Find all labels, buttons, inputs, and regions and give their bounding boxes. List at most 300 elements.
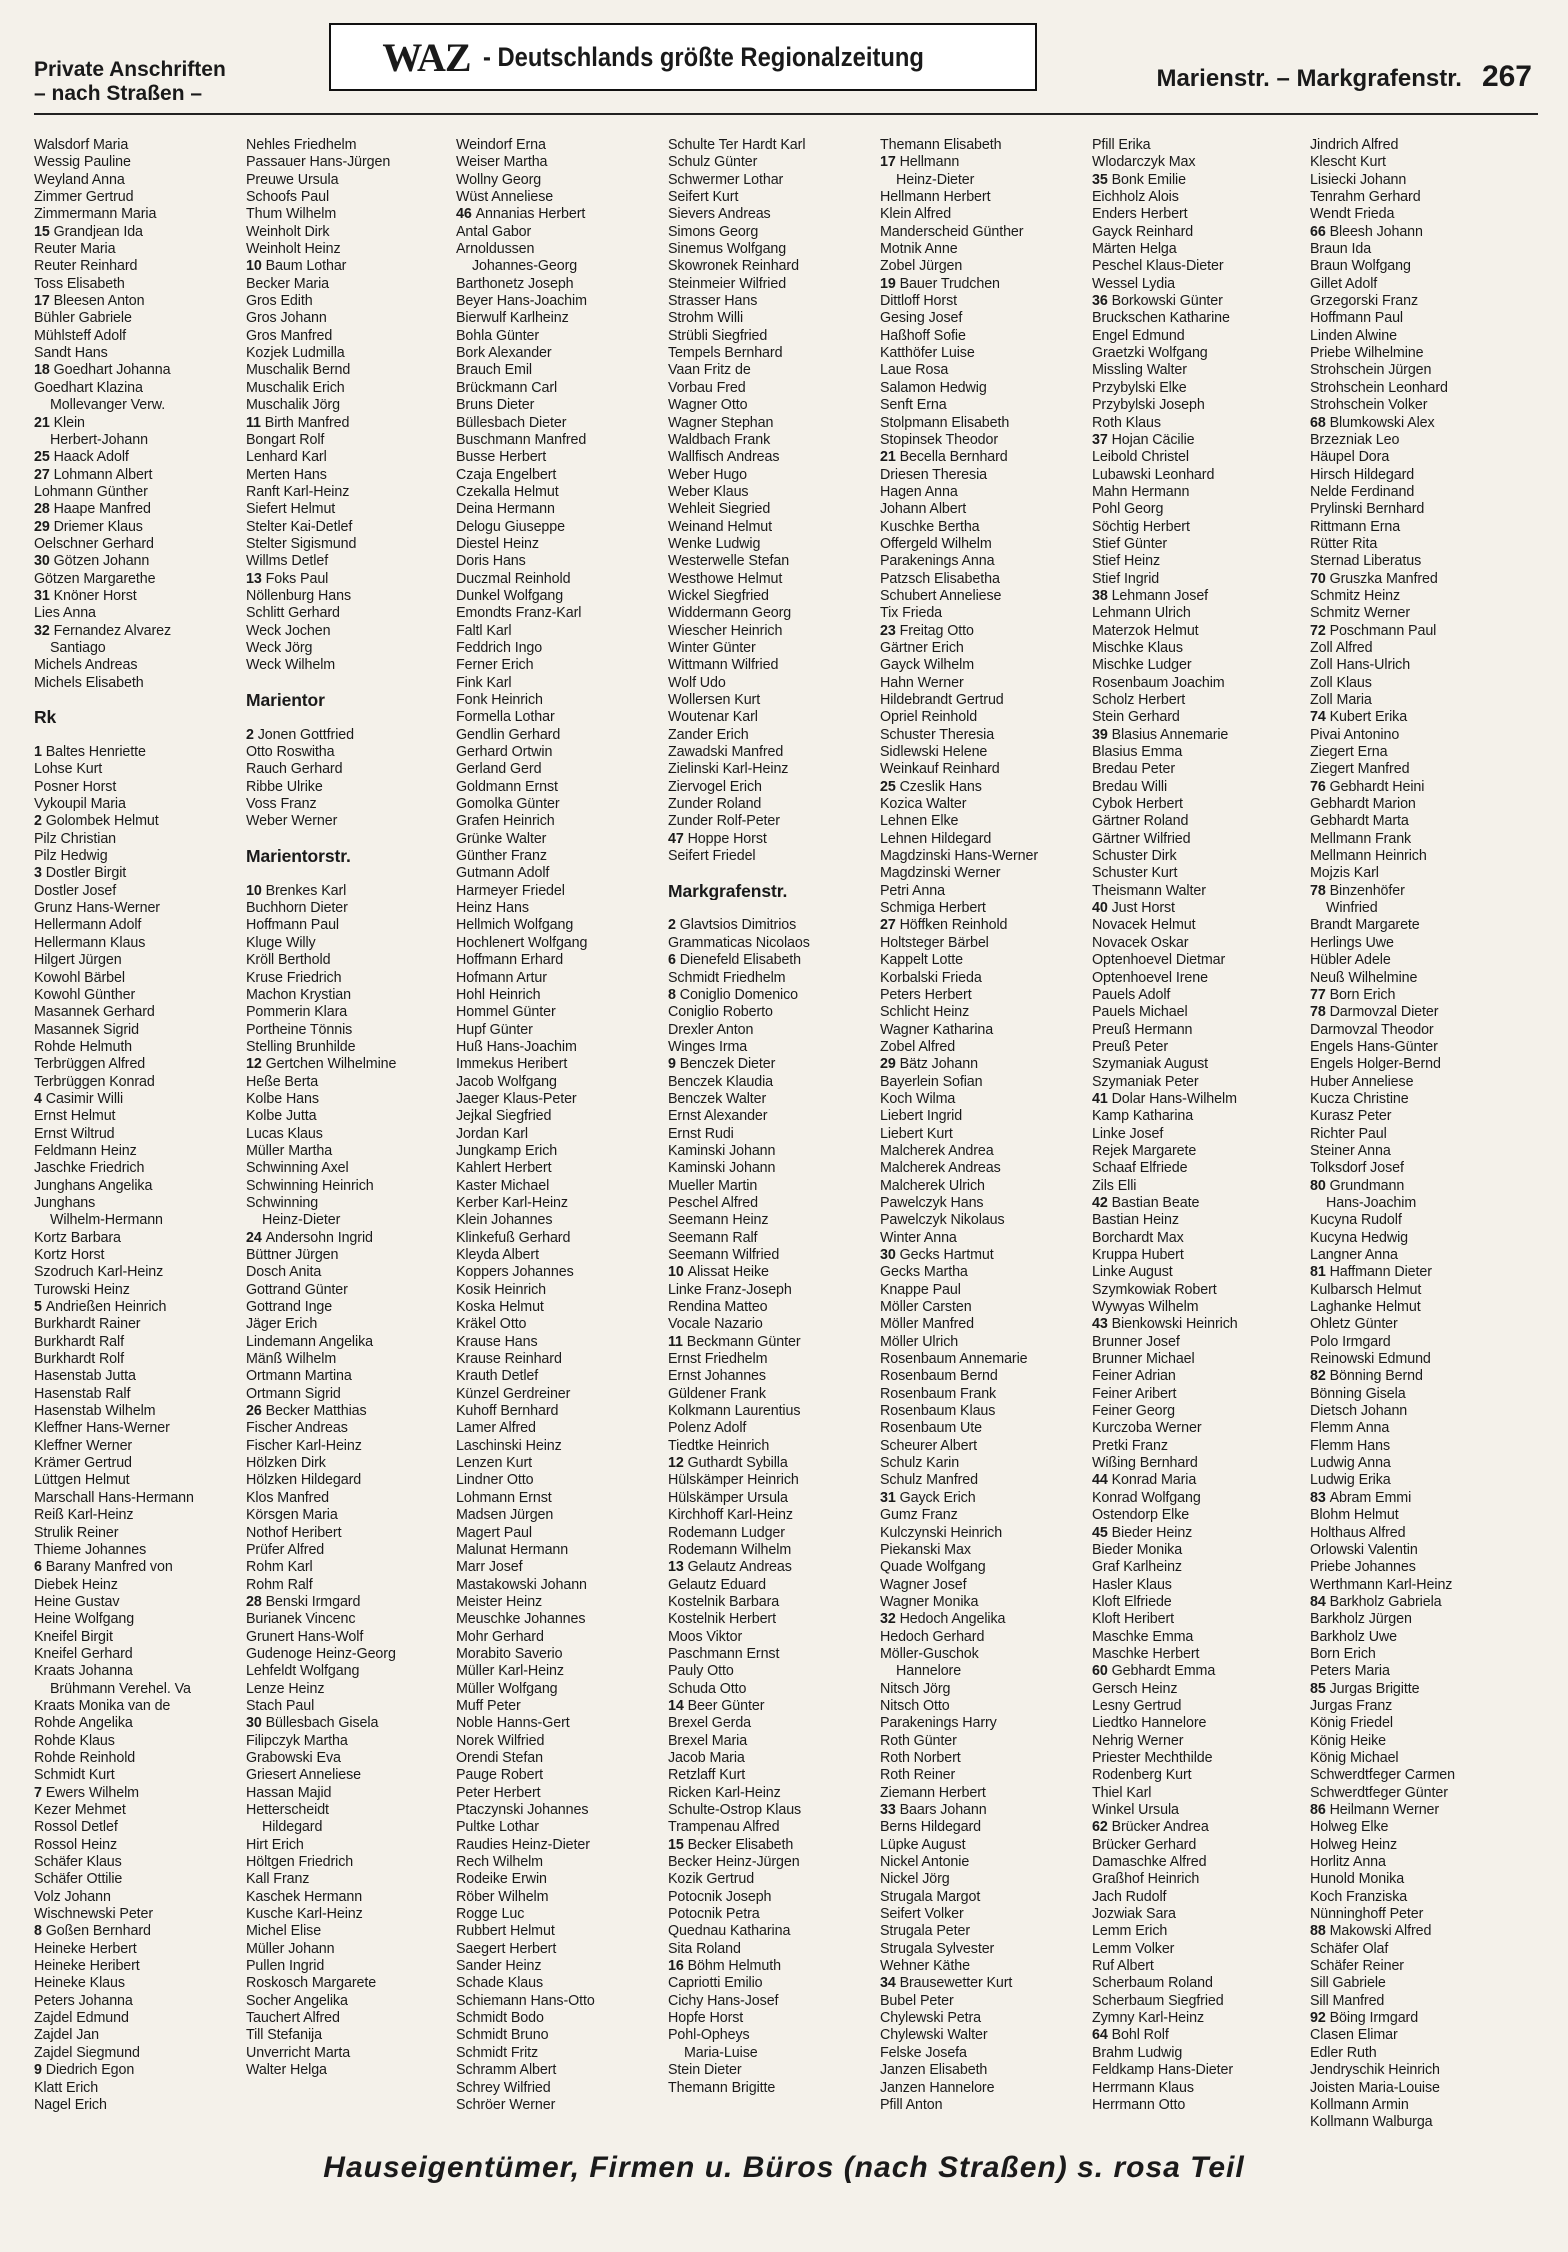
resident-entry: Lisiecki Johann bbox=[1310, 171, 1407, 188]
resident-name: Hellmann bbox=[899, 154, 960, 171]
resident-entry: Rejek Margarete bbox=[1092, 1142, 1197, 1159]
resident-entry: Thum Wilhelm bbox=[246, 206, 337, 223]
resident-entry: Hahn Werner bbox=[880, 674, 964, 691]
resident-entry: Gottrand Inge bbox=[246, 1299, 333, 1316]
resident-entry: Novacek Helmut bbox=[1092, 917, 1196, 934]
resident-entry: Opriel Reinhold bbox=[880, 709, 978, 726]
house-number: 5 bbox=[34, 1299, 46, 1316]
resident-entry: Wessig Pauline bbox=[34, 154, 131, 171]
resident-entry: Potocnik Petra bbox=[668, 1906, 760, 1923]
resident-entry: Märten Helga bbox=[1092, 241, 1177, 258]
waz-logo: WAZ bbox=[382, 34, 471, 80]
resident-entry: Schäfer Klaus bbox=[34, 1854, 122, 1871]
directory-columns bbox=[34, 137, 1534, 2131]
house-number: 19 bbox=[880, 275, 900, 292]
resident-entry: Pauels Michael bbox=[1092, 1004, 1188, 1021]
resident-entry: Strugala Sylvester bbox=[880, 1940, 995, 1957]
resident-entry: Lesny Gertrud bbox=[1092, 1697, 1182, 1714]
spacer bbox=[34, 692, 244, 709]
resident-entry: Hildebrandt Gertrud bbox=[880, 692, 1004, 708]
resident-entry: Werthmann Karl-Heinz bbox=[1310, 1576, 1453, 1593]
resident-entry: Kaster Michael bbox=[456, 1177, 550, 1194]
resident-entry: Scherbaum Roland bbox=[1092, 1975, 1213, 1992]
resident-entry: Zoll Hans-Ulrich bbox=[1310, 657, 1411, 674]
resident-entry: Weinand Helmut bbox=[668, 518, 773, 535]
resident-entry: Kolkmann Laurentius bbox=[668, 1403, 801, 1420]
resident-name: Lohmann Albert bbox=[53, 466, 153, 483]
resident-entry: Kurasz Peter bbox=[1310, 1108, 1392, 1125]
resident-entry: Berns Hildegard bbox=[880, 1819, 982, 1836]
resident-name: Born Erich bbox=[1329, 986, 1396, 1003]
resident-entry: Weber Klaus bbox=[668, 483, 749, 500]
entry-continuation: Brühmann Verehel. Va bbox=[50, 1680, 191, 1697]
resident-entry: Schwinning Heinrich bbox=[246, 1177, 374, 1194]
resident-entry bbox=[34, 2062, 244, 2079]
resident-entry: Holweg Elke bbox=[1310, 1819, 1389, 1836]
resident-name: Knöner Horst bbox=[53, 587, 137, 604]
resident-entry: Jindrich Alfred bbox=[1310, 137, 1399, 153]
resident-entry: Wallfisch Andreas bbox=[668, 449, 780, 466]
resident-name: Beer Günter bbox=[687, 1697, 765, 1714]
house-number: 21 bbox=[34, 414, 54, 431]
resident-entry: Kozik Gertrud bbox=[668, 1871, 755, 1888]
resident-entry: Gelautz Eduard bbox=[668, 1576, 766, 1593]
resident-entry: Kneifel Birgit bbox=[34, 1628, 113, 1645]
resident-entry bbox=[34, 1923, 244, 1940]
resident-entry: Prylinski Bernhard bbox=[1310, 501, 1425, 518]
resident-entry: Müller Karl-Heinz bbox=[456, 1663, 564, 1680]
resident-entry: Röber Wilhelm bbox=[456, 1888, 549, 1905]
resident-entry: Feldkamp Hans-Dieter bbox=[1092, 2062, 1234, 2079]
resident-entry bbox=[246, 258, 456, 275]
resident-entry: Gayck Reinhard bbox=[1092, 223, 1194, 240]
resident-entry: Stopinsek Theodor bbox=[880, 431, 999, 448]
resident-name: Bätz Johann bbox=[899, 1056, 978, 1073]
resident-entry bbox=[34, 519, 244, 536]
resident-entry: Machon Krystian bbox=[246, 986, 351, 1003]
resident-entry: König Friedel bbox=[1310, 1715, 1393, 1732]
resident-entry: Schlicht Heinz bbox=[880, 1004, 970, 1021]
resident-entry bbox=[1092, 1525, 1302, 1542]
resident-entry: Ptaczynski Johannes bbox=[456, 1802, 589, 1818]
resident-name: Driemer Klaus bbox=[53, 518, 143, 535]
resident-entry bbox=[880, 1975, 1090, 1992]
resident-name: Bienkowski Heinrich bbox=[1111, 1316, 1238, 1333]
resident-entry: Rodeike Erwin bbox=[456, 1871, 547, 1888]
resident-entry bbox=[880, 1490, 1090, 1507]
resident-entry: Sternad Liberatus bbox=[1310, 553, 1422, 570]
resident-entry: Wollny Georg bbox=[456, 171, 542, 188]
resident-entry: Nitsch Otto bbox=[880, 1697, 950, 1714]
resident-entry: Bruns Dieter bbox=[456, 397, 535, 414]
resident-entry: Lemm Volker bbox=[1092, 1940, 1175, 1957]
resident-entry: Roth Günter bbox=[880, 1732, 957, 1749]
resident-entry: Roth Norbert bbox=[880, 1749, 961, 1766]
header-rule bbox=[34, 113, 1538, 115]
resident-entry: Diebek Heinz bbox=[34, 1576, 118, 1593]
resident-entry: Junghans Angelika bbox=[34, 1177, 153, 1194]
resident-entry: Benczek Walter bbox=[668, 1090, 767, 1107]
resident-entry: Kucyna Hedwig bbox=[1310, 1229, 1409, 1246]
resident-entry: Sita Roland bbox=[668, 1940, 741, 1957]
resident-entry: Nothof Heribert bbox=[246, 1524, 342, 1541]
resident-entry: Heineke Heribert bbox=[34, 1958, 140, 1975]
resident-entry: Klatt Erich bbox=[34, 2079, 99, 2096]
resident-entry bbox=[1092, 1091, 1302, 1108]
resident-entry: Kappelt Lotte bbox=[880, 952, 963, 969]
resident-entry: Pfill Anton bbox=[880, 2096, 943, 2113]
house-number: 21 bbox=[880, 449, 900, 466]
resident-entry: Rohde Angelika bbox=[34, 1715, 133, 1732]
resident-entry: Rubbert Helmut bbox=[456, 1923, 555, 1940]
resident-entry: Jach Rudolf bbox=[1092, 1888, 1167, 1905]
resident-entry: Strulik Reiner bbox=[34, 1524, 119, 1541]
resident-entry: Simons Georg bbox=[668, 223, 759, 240]
house-number: 28 bbox=[246, 1593, 266, 1610]
resident-entry: Engel Edmund bbox=[1092, 327, 1185, 344]
resident-entry: Enders Herbert bbox=[1092, 206, 1188, 223]
house-number: 7 bbox=[34, 1784, 46, 1801]
resident-entry: Bredau Peter bbox=[1092, 761, 1176, 778]
resident-entry: Tix Frieda bbox=[880, 605, 943, 622]
resident-entry: Damaschke Alfred bbox=[1092, 1854, 1207, 1871]
resident-entry: Gros Manfred bbox=[246, 327, 333, 344]
resident-entry: Clasen Elimar bbox=[1310, 2027, 1398, 2044]
resident-entry: Brexel Gerda bbox=[668, 1715, 752, 1732]
resident-entry: Koch Wilma bbox=[880, 1090, 956, 1107]
house-number: 39 bbox=[1092, 726, 1112, 743]
resident-name: Ewers Wilhelm bbox=[45, 1784, 139, 1801]
resident-entry: Zajdel Edmund bbox=[34, 2010, 129, 2027]
resident-entry: Volz Johann bbox=[34, 1888, 111, 1905]
resident-entry: Feldmann Heinz bbox=[34, 1142, 137, 1159]
resident-entry: Retzlaff Kurt bbox=[668, 1767, 746, 1784]
resident-entry: Motnik Anne bbox=[880, 241, 958, 258]
house-number: 25 bbox=[34, 449, 54, 466]
page-number: 267 bbox=[1481, 60, 1532, 93]
resident-entry: Flemm Anna bbox=[1310, 1420, 1390, 1437]
resident-entry: Rosenbaum Ute bbox=[880, 1420, 983, 1437]
house-number: 15 bbox=[34, 223, 54, 240]
resident-entry: Kusche Karl-Heinz bbox=[246, 1906, 363, 1923]
resident-entry: Zunder Roland bbox=[668, 796, 762, 813]
house-number: 82 bbox=[1310, 1368, 1330, 1385]
resident-entry: Stelling Brunhilde bbox=[246, 1038, 356, 1055]
resident-entry: Peter Herbert bbox=[456, 1784, 541, 1801]
resident-entry: Lucas Klaus bbox=[246, 1125, 323, 1142]
resident-entry: Neuß Wilhelmine bbox=[1310, 969, 1418, 986]
resident-entry: Vocale Nazario bbox=[668, 1316, 763, 1333]
resident-entry: Flemm Hans bbox=[1310, 1437, 1391, 1454]
resident-entry bbox=[668, 1698, 878, 1715]
resident-entry bbox=[1310, 1264, 1520, 1281]
entry-continuation: Mollevanger Verw. bbox=[50, 397, 166, 414]
resident-entry: Widdermann Georg bbox=[668, 605, 792, 622]
resident-entry: Gomolka Günter bbox=[456, 796, 560, 813]
resident-entry bbox=[1310, 1004, 1520, 1021]
resident-entry: Lies Anna bbox=[34, 605, 96, 622]
resident-entry: Hasenstab Jutta bbox=[34, 1368, 136, 1385]
resident-entry: Lenhard Karl bbox=[246, 449, 327, 466]
resident-entry: Gutmann Adolf bbox=[456, 865, 550, 882]
entry-continuation: Heinz-Dieter bbox=[262, 1212, 341, 1229]
resident-entry: Liebert Ingrid bbox=[880, 1108, 963, 1125]
resident-entry bbox=[1092, 1472, 1302, 1489]
resident-entry bbox=[1310, 1681, 1520, 1698]
resident-name: Becker Matthias bbox=[265, 1403, 367, 1420]
resident-name: Benski Irmgard bbox=[265, 1593, 361, 1610]
resident-entry: Weck Jörg bbox=[246, 639, 313, 656]
resident-entry: Brückmann Carl bbox=[456, 379, 558, 396]
house-number: 84 bbox=[1310, 1593, 1330, 1610]
resident-entry: Ernst Friedhelm bbox=[668, 1351, 768, 1368]
resident-entry: Hommel Günter bbox=[456, 1004, 556, 1021]
resident-entry: Sievers Andreas bbox=[668, 206, 771, 223]
resident-entry: Muschalik Jörg bbox=[246, 397, 340, 414]
resident-entry: Rittmann Erna bbox=[1310, 518, 1401, 535]
resident-entry bbox=[34, 1559, 244, 1576]
house-number: 12 bbox=[246, 1056, 266, 1073]
resident-entry bbox=[1092, 1316, 1302, 1333]
resident-entry: Haßhoff Sofie bbox=[880, 327, 966, 344]
resident-entry: Schwinning bbox=[246, 1194, 319, 1211]
house-number: 10 bbox=[246, 882, 266, 899]
house-number: 31 bbox=[880, 1489, 900, 1506]
resident-entry: Turowski Heinz bbox=[34, 1281, 130, 1298]
resident-name: Coniglio Domenico bbox=[679, 986, 799, 1003]
spacer bbox=[34, 727, 244, 744]
resident-entry: Harmeyer Friedel bbox=[456, 882, 565, 899]
house-number: 33 bbox=[880, 1802, 900, 1818]
resident-name: Böhm Helmuth bbox=[687, 1958, 781, 1975]
resident-entry: Korbalski Frieda bbox=[880, 969, 982, 986]
resident-entry: Marschall Hans-Hermann bbox=[34, 1489, 194, 1506]
resident-entry bbox=[1310, 415, 1520, 432]
house-number: 43 bbox=[1092, 1316, 1112, 1333]
resident-entry: Wüst Anneliese bbox=[456, 189, 554, 206]
section-label-line1: Private Anschriften bbox=[34, 58, 226, 81]
resident-entry: Brücker Gerhard bbox=[1092, 1836, 1197, 1853]
resident-entry: Horlitz Anna bbox=[1310, 1854, 1386, 1871]
resident-entry: Meister Heinz bbox=[456, 1593, 543, 1610]
resident-entry bbox=[1310, 709, 1520, 726]
resident-entry: Weiser Martha bbox=[456, 154, 548, 171]
house-number: 76 bbox=[1310, 778, 1330, 795]
resident-entry: Langner Anna bbox=[1310, 1247, 1398, 1263]
resident-entry bbox=[1310, 1368, 1520, 1385]
resident-name: Freitag Otto bbox=[899, 622, 974, 639]
resident-entry: Michels Andreas bbox=[34, 657, 138, 674]
resident-entry: Junghans bbox=[34, 1194, 96, 1211]
entry-continuation: Winfried bbox=[1326, 900, 1378, 917]
resident-entry: Schulz Karin bbox=[880, 1455, 960, 1472]
resident-entry bbox=[34, 293, 244, 310]
resident-entry: Ohletz Günter bbox=[1310, 1316, 1398, 1333]
resident-name: Lehmann Josef bbox=[1111, 587, 1209, 604]
resident-entry: Eichholz Alois bbox=[1092, 189, 1179, 206]
resident-entry: Engels Holger-Bernd bbox=[1310, 1056, 1441, 1073]
resident-name: Makowski Alfred bbox=[1329, 1923, 1432, 1940]
resident-entry: Schulte-Ostrop Klaus bbox=[668, 1802, 802, 1818]
resident-entry bbox=[1310, 1802, 1520, 1819]
resident-entry: Schade Klaus bbox=[456, 1975, 544, 1992]
resident-entry: Kräkel Otto bbox=[456, 1316, 527, 1333]
resident-entry: Rohde Klaus bbox=[34, 1732, 115, 1749]
masthead-box bbox=[329, 23, 1037, 91]
resident-entry: Stief Ingrid bbox=[1092, 570, 1160, 587]
resident-entry: Parakenings Harry bbox=[880, 1715, 997, 1732]
resident-entry bbox=[1092, 293, 1302, 310]
house-number: 13 bbox=[668, 1559, 688, 1576]
resident-entry: Maschke Emma bbox=[1092, 1628, 1194, 1645]
house-number: 16 bbox=[668, 1958, 688, 1975]
resident-entry: Diestel Heinz bbox=[456, 535, 539, 552]
spacer bbox=[668, 900, 878, 917]
resident-entry: Magdzinski Hans-Werner bbox=[880, 848, 1039, 865]
spacer bbox=[246, 831, 456, 848]
resident-entry: Lenze Heinz bbox=[246, 1680, 325, 1697]
resident-entry: Zils Elli bbox=[1092, 1177, 1137, 1194]
resident-entry: Rosenbaum Annemarie bbox=[880, 1351, 1028, 1368]
entry-continuation: Hans-Joachim bbox=[1326, 1194, 1417, 1211]
resident-entry: Weinkauf Reinhard bbox=[880, 761, 1000, 778]
resident-entry: Otto Roswitha bbox=[246, 744, 335, 761]
resident-entry bbox=[34, 467, 244, 484]
resident-entry: Morabito Saverio bbox=[456, 1645, 563, 1662]
resident-entry bbox=[1310, 224, 1520, 241]
resident-entry: Zobel Jürgen bbox=[880, 258, 963, 275]
resident-entry: Schmidt Fritz bbox=[456, 2044, 539, 2061]
resident-entry: Kurczoba Werner bbox=[1092, 1420, 1202, 1437]
resident-entry: Piekanski Max bbox=[880, 1541, 971, 1558]
resident-entry: Herrmann Otto bbox=[1092, 2096, 1186, 2113]
resident-entry: Mellmann Frank bbox=[1310, 830, 1412, 847]
resident-entry: Bayerlein Sofian bbox=[880, 1073, 983, 1090]
resident-entry: Polo Irmgard bbox=[1310, 1333, 1391, 1350]
resident-entry: Terbrüggen Konrad bbox=[34, 1073, 155, 1090]
house-number: 32 bbox=[880, 1611, 900, 1628]
resident-name: Birth Manfred bbox=[264, 414, 350, 431]
resident-entry: Wywyas Wilhelm bbox=[1092, 1299, 1199, 1316]
resident-entry: Strohschein Leonhard bbox=[1310, 379, 1448, 396]
resident-entry: Klinkefuß Gerhard bbox=[456, 1229, 571, 1246]
resident-entry: Ernst Helmut bbox=[34, 1108, 116, 1125]
resident-entry: Emondts Franz-Karl bbox=[456, 605, 582, 622]
resident-entry: Büttner Jürgen bbox=[246, 1247, 339, 1263]
resident-entry: Schmidt Bruno bbox=[456, 2027, 549, 2044]
directory-column-1 bbox=[34, 137, 244, 2114]
resident-entry: Koppers Johannes bbox=[456, 1264, 574, 1281]
resident-entry: Heineke Klaus bbox=[34, 1975, 125, 1992]
resident-entry: Pawelczyk Hans bbox=[880, 1194, 984, 1211]
resident-entry: Rosenbaum Bernd bbox=[880, 1368, 998, 1385]
resident-name: Binzenhöfer bbox=[1329, 882, 1405, 899]
resident-entry bbox=[880, 276, 1090, 293]
resident-entry bbox=[34, 362, 244, 379]
entry-continuation: Johannes-Georg bbox=[472, 258, 578, 275]
resident-entry: Borchardt Max bbox=[1092, 1229, 1184, 1246]
resident-entry bbox=[668, 1056, 878, 1073]
resident-entry: Liebert Kurt bbox=[880, 1125, 953, 1142]
resident-name: Becella Bernhard bbox=[899, 449, 1008, 466]
resident-entry bbox=[1092, 1819, 1302, 1836]
house-number: 26 bbox=[246, 1403, 266, 1420]
entry-continuation: Maria-Luise bbox=[684, 2044, 758, 2061]
resident-entry: Koch Franziska bbox=[1310, 1888, 1408, 1905]
resident-entry: Strohschein Volker bbox=[1310, 397, 1428, 414]
resident-entry: Stolpmann Elisabeth bbox=[880, 414, 1010, 431]
house-number: 1 bbox=[34, 744, 46, 761]
resident-entry: Mischke Ludger bbox=[1092, 657, 1192, 674]
resident-entry: Bohla Günter bbox=[456, 327, 540, 344]
resident-entry bbox=[246, 1056, 456, 1073]
resident-entry: Schuster Kurt bbox=[1092, 865, 1178, 882]
resident-entry bbox=[880, 154, 1090, 171]
house-number: 64 bbox=[1092, 2027, 1112, 2044]
resident-entry: Prüfer Alfred bbox=[246, 1541, 325, 1558]
resident-entry: Linke Josef bbox=[1092, 1125, 1164, 1142]
resident-entry: Ziegert Erna bbox=[1310, 744, 1388, 761]
resident-name: Beckmann Günter bbox=[686, 1333, 801, 1350]
resident-entry: Kloft Heribert bbox=[1092, 1611, 1175, 1628]
resident-entry: Rendina Matteo bbox=[668, 1299, 768, 1316]
resident-entry: Born Erich bbox=[1310, 1645, 1376, 1662]
resident-entry: Dietsch Johann bbox=[1310, 1403, 1408, 1420]
resident-entry bbox=[34, 449, 244, 466]
resident-entry: Muff Peter bbox=[456, 1697, 521, 1714]
resident-entry: Goedhart Klazina bbox=[34, 379, 143, 396]
house-number: 11 bbox=[246, 414, 265, 431]
resident-entry: Becker Maria bbox=[246, 275, 330, 292]
resident-entry: Wehner Käthe bbox=[880, 1958, 970, 1975]
house-number: 29 bbox=[880, 1056, 900, 1073]
resident-entry: Voss Franz bbox=[246, 796, 317, 813]
resident-entry: Johann Albert bbox=[880, 501, 967, 518]
resident-entry: Zajdel Siegmund bbox=[34, 2044, 140, 2061]
resident-name: Goßen Bernhard bbox=[45, 1923, 151, 1940]
resident-entry: Lohmann Ernst bbox=[456, 1489, 552, 1506]
resident-entry: Kulczynski Heinrich bbox=[880, 1524, 1003, 1541]
resident-entry: Müller Johann bbox=[246, 1940, 335, 1957]
resident-entry: Mellmann Heinrich bbox=[1310, 848, 1427, 865]
resident-entry bbox=[668, 1559, 878, 1576]
resident-entry: Bork Alexander bbox=[456, 345, 552, 362]
resident-entry: Themann Brigitte bbox=[668, 2079, 776, 2096]
resident-name: Gertchen Wilhelmine bbox=[265, 1056, 397, 1073]
resident-name: Just Horst bbox=[1111, 900, 1175, 917]
resident-entry: Szymaniak August bbox=[1092, 1056, 1209, 1073]
resident-entry: Busse Herbert bbox=[456, 449, 547, 466]
resident-entry bbox=[34, 813, 244, 830]
resident-entry: Lehnen Hildegard bbox=[880, 830, 992, 847]
resident-name: Haape Manfred bbox=[53, 501, 151, 518]
resident-entry: Güldener Frank bbox=[668, 1385, 766, 1402]
resident-name: Bieder Heinz bbox=[1111, 1524, 1193, 1541]
house-number: 4 bbox=[34, 1090, 46, 1107]
resident-entry: Schmidt Kurt bbox=[34, 1767, 115, 1784]
resident-name: Höffken Reinhold bbox=[899, 917, 1008, 934]
resident-entry: Rossol Detlef bbox=[34, 1819, 118, 1836]
resident-entry: Jendryschik Heinrich bbox=[1310, 2062, 1440, 2079]
resident-entry: Ortmann Martina bbox=[246, 1368, 352, 1385]
resident-entry: Gesing Josef bbox=[880, 310, 963, 327]
resident-entry: Parakenings Anna bbox=[880, 553, 995, 570]
house-number: 60 bbox=[1092, 1663, 1112, 1680]
resident-entry: Janzen Hannelore bbox=[880, 2079, 995, 2096]
resident-entry: Weck Jochen bbox=[246, 622, 331, 639]
resident-entry: Wagner Otto bbox=[668, 397, 748, 414]
resident-entry: Kaminski Johann bbox=[668, 1160, 776, 1177]
